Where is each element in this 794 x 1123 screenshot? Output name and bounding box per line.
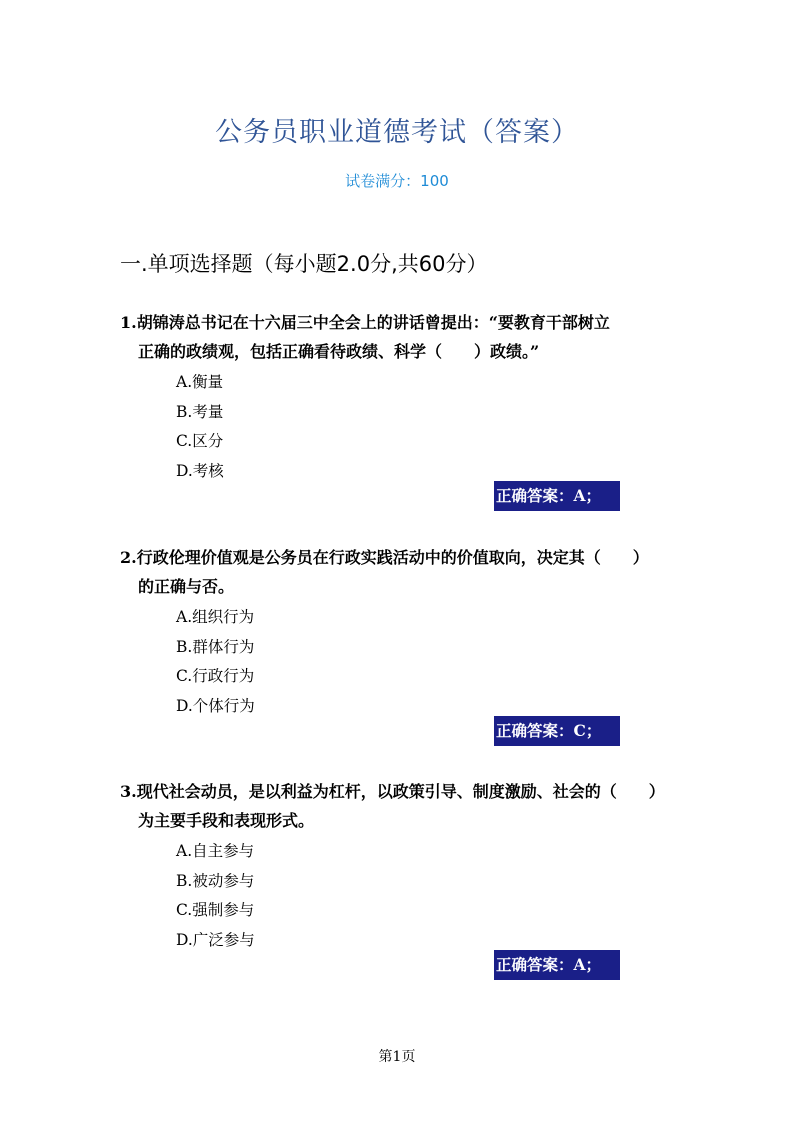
question-3 <box>120 777 730 955</box>
document-title: 公务员职业道德考试（答案） <box>215 117 579 148</box>
question-2 <box>120 543 730 721</box>
option-list <box>120 837 730 955</box>
correct-answer-badge: 正确答案：C； <box>494 716 620 746</box>
question-stem-line-2: 为主要手段和表现形式。 <box>138 811 315 830</box>
option-b: B.考量 <box>176 402 224 421</box>
question-1 <box>120 308 730 486</box>
option-a: A.衡量 <box>176 373 224 391</box>
option-d: D.考核 <box>176 461 224 480</box>
question-stem <box>120 543 730 601</box>
option-list <box>120 368 730 486</box>
question-stem-line-1: 2.行政伦理价值观是公务员在行政实践活动中的价值取向，决定其（ ） <box>120 548 649 567</box>
correct-answer-badge: 正确答案：A； <box>494 481 620 511</box>
question-stem-line-1: 3.现代社会动员，是以利益为杠杆，以政策引导、制度激励、社会的（ ） <box>120 782 665 801</box>
option-b: B.群体行为 <box>176 637 255 656</box>
question-stem <box>120 308 730 366</box>
option-c: C.区分 <box>176 432 224 450</box>
option-d: D.个体行为 <box>176 696 255 715</box>
option-b: B.被动参与 <box>176 871 255 890</box>
option-c: C.强制参与 <box>176 901 255 919</box>
option-a: A.自主参与 <box>176 842 255 860</box>
page-number: 第1页 <box>378 1049 416 1065</box>
question-stem-line-2: 正确的政绩观，包括正确看待政绩、科学（ ）政绩。” <box>138 342 540 361</box>
question-stem-line-2: 的正确与否。 <box>138 577 235 596</box>
section-heading: 一.单项选择题（每小题2.0分,共60分） <box>120 252 488 276</box>
option-c: C.行政行为 <box>176 667 255 685</box>
option-d: D.广泛参与 <box>176 930 255 949</box>
question-stem-line-1: 1.胡锦涛总书记在十六届三中全会上的讲话曾提出：“要教育干部树立 <box>120 313 610 332</box>
option-a: A.组织行为 <box>176 608 255 626</box>
total-score: 试卷满分：100 <box>345 172 449 190</box>
correct-answer-badge: 正确答案：A； <box>494 950 620 980</box>
option-list <box>120 603 730 721</box>
question-stem <box>120 777 730 835</box>
